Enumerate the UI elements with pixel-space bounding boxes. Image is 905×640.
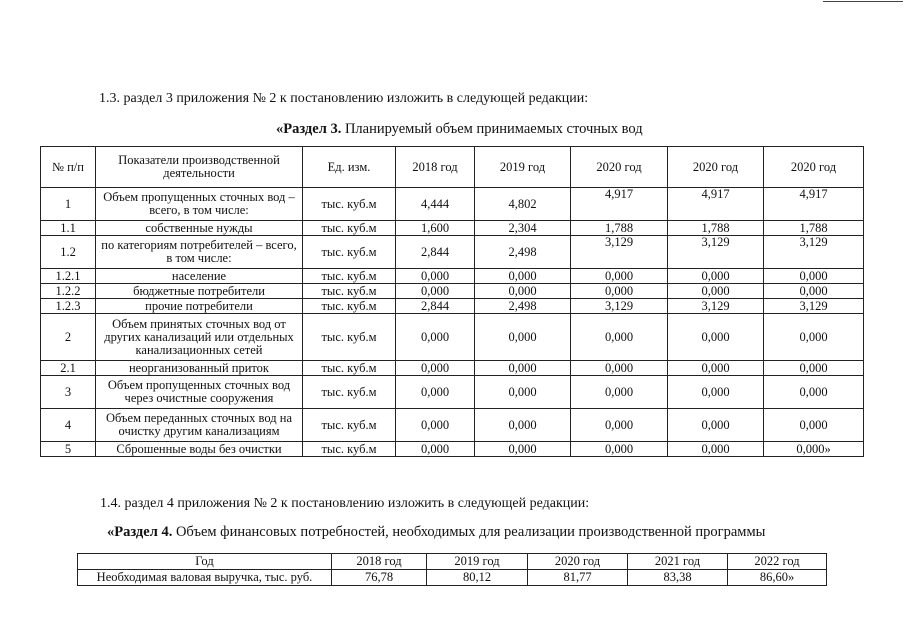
cell: 0,000 [396, 442, 475, 457]
section-4-title [107, 524, 765, 540]
cell: Объем пропущенных сточных вод – всего, в том числе: [96, 188, 303, 221]
header-cell: 2020 год [764, 147, 864, 188]
cell: 1.2 [41, 236, 96, 269]
cell: 0,000 [571, 361, 668, 376]
table-row [41, 269, 864, 284]
cell: Объем пропущенных сточных вод через очистные сооружения [96, 376, 303, 409]
cell: 4,802 [475, 188, 571, 221]
cell: 0,000 [668, 284, 764, 299]
top-rule [823, 1, 903, 2]
cell: 1.2.1 [41, 269, 96, 284]
cell: 1 [41, 188, 96, 221]
cell: тыс. куб.м [303, 299, 396, 314]
cell: 0,000 [571, 284, 668, 299]
cell: 0,000 [764, 361, 864, 376]
cell: Объем принятых сточных вод от других канализаций или отдельных канализационных сетей [96, 314, 303, 361]
cell: 0,000 [668, 442, 764, 457]
cell: 4,917 [571, 188, 668, 221]
section-4-title-text: Объем финансовых потребностей, необходимых для реализации производственной программы [172, 524, 766, 540]
table-row [41, 221, 864, 236]
table-row [78, 570, 827, 586]
cell: 0,000 [764, 409, 864, 442]
cell: население [96, 269, 303, 284]
cell: 0,000 [475, 314, 571, 361]
cell: 1,788 [571, 221, 668, 236]
header-cell: № п/п [41, 147, 96, 188]
cell: 4,444 [396, 188, 475, 221]
header-cell: 2020 год [528, 554, 628, 570]
cell: Сброшенные воды без очистки [96, 442, 303, 457]
table-row [41, 409, 864, 442]
cell: 0,000 [668, 314, 764, 361]
cell: 2,844 [396, 236, 475, 269]
cell: по категориям потребителей – всего, в том числе: [96, 236, 303, 269]
cell: 80,12 [427, 570, 528, 586]
section-3-title-text: Планируемый объем принимаемых сточных вод [341, 121, 643, 137]
cell: тыс. куб.м [303, 314, 396, 361]
section-3-label: «Раздел 3. [276, 121, 342, 137]
cell: 3,129 [764, 236, 864, 269]
cell: 3,129 [668, 299, 764, 314]
header-cell: 2021 год [628, 554, 728, 570]
cell: прочие потребители [96, 299, 303, 314]
cell: 0,000 [396, 361, 475, 376]
cell: 1,600 [396, 221, 475, 236]
cell: 0,000 [475, 376, 571, 409]
cell: 0,000 [571, 376, 668, 409]
header-cell: 2018 год [396, 147, 475, 188]
table-section-3 [40, 146, 864, 457]
cell: 0,000 [396, 284, 475, 299]
cell: 2,844 [396, 299, 475, 314]
table-row [41, 284, 864, 299]
cell: 1,788 [668, 221, 764, 236]
header-cell: 2019 год [427, 554, 528, 570]
table-row [41, 299, 864, 314]
table-row [41, 314, 864, 361]
cell: 4 [41, 409, 96, 442]
header-cell: 2018 год [332, 554, 427, 570]
cell: 2,498 [475, 299, 571, 314]
cell: собственные нужды [96, 221, 303, 236]
cell: 0,000 [668, 361, 764, 376]
table-row [41, 376, 864, 409]
cell: тыс. куб.м [303, 409, 396, 442]
header-cell: Показатели производственной деятельности [96, 147, 303, 188]
cell: 2.1 [41, 361, 96, 376]
header-cell: Год [78, 554, 332, 570]
cell: тыс. куб.м [303, 269, 396, 284]
cell: 0,000 [475, 409, 571, 442]
cell: 4,917 [668, 188, 764, 221]
section-4-label: «Раздел 4. [107, 524, 173, 540]
cell: 76,78 [332, 570, 427, 586]
cell: неорганизованный приток [96, 361, 303, 376]
cell: Объем переданных сточных вод на очистку другим канализациям [96, 409, 303, 442]
cell: 81,77 [528, 570, 628, 586]
paragraph-1-4: 1.4. раздел 4 приложения № 2 к постановлению изложить в следующей редакции: [100, 496, 590, 511]
cell: 3,129 [764, 299, 864, 314]
cell: тыс. куб.м [303, 221, 396, 236]
cell: 0,000 [668, 376, 764, 409]
table-header-row [78, 554, 827, 570]
cell: 0,000 [571, 442, 668, 457]
cell: тыс. куб.м [303, 376, 396, 409]
cell: 3 [41, 376, 96, 409]
cell: 5 [41, 442, 96, 457]
table-row [41, 188, 864, 221]
cell: 3,129 [571, 299, 668, 314]
cell: 2 [41, 314, 96, 361]
cell: 0,000 [475, 284, 571, 299]
cell: 0,000 [571, 314, 668, 361]
section-3-title [276, 121, 643, 137]
cell: 0,000 [571, 269, 668, 284]
cell: 3,129 [571, 236, 668, 269]
table-section-4 [77, 553, 827, 586]
table-row [41, 236, 864, 269]
cell: 1.2.3 [41, 299, 96, 314]
paragraph-1-3: 1.3. раздел 3 приложения № 2 к постановлению изложить в следующей редакции: [99, 91, 589, 106]
cell: Необходимая валовая выручка, тыс. руб. [78, 570, 332, 586]
cell: 83,38 [628, 570, 728, 586]
cell: 86,60» [728, 570, 827, 586]
cell: 0,000 [668, 409, 764, 442]
cell: 0,000» [764, 442, 864, 457]
cell: 4,917 [764, 188, 864, 221]
cell: тыс. куб.м [303, 442, 396, 457]
cell: 1.2.2 [41, 284, 96, 299]
header-cell: 2020 год [571, 147, 668, 188]
table-header-row [41, 147, 864, 188]
header-cell: 2019 год [475, 147, 571, 188]
cell: 2,304 [475, 221, 571, 236]
cell: 0,000 [396, 314, 475, 361]
cell: 0,000 [764, 269, 864, 284]
table-row [41, 442, 864, 457]
cell: 0,000 [396, 409, 475, 442]
cell: тыс. куб.м [303, 361, 396, 376]
cell: 0,000 [764, 314, 864, 361]
cell: 0,000 [764, 376, 864, 409]
cell: 0,000 [668, 269, 764, 284]
cell: 0,000 [475, 269, 571, 284]
cell: 3,129 [668, 236, 764, 269]
cell: 1,788 [764, 221, 864, 236]
table-row [41, 361, 864, 376]
header-cell: 2020 год [668, 147, 764, 188]
cell: 0,000 [475, 361, 571, 376]
cell: бюджетные потребители [96, 284, 303, 299]
cell: 0,000 [396, 376, 475, 409]
cell: 0,000 [475, 442, 571, 457]
cell: 2,498 [475, 236, 571, 269]
cell: 0,000 [396, 269, 475, 284]
cell: тыс. куб.м [303, 188, 396, 221]
cell: тыс. куб.м [303, 284, 396, 299]
cell: 0,000 [764, 284, 864, 299]
cell: тыс. куб.м [303, 236, 396, 269]
cell: 1.1 [41, 221, 96, 236]
cell: 0,000 [571, 409, 668, 442]
header-cell: Ед. изм. [303, 147, 396, 188]
header-cell: 2022 год [728, 554, 827, 570]
